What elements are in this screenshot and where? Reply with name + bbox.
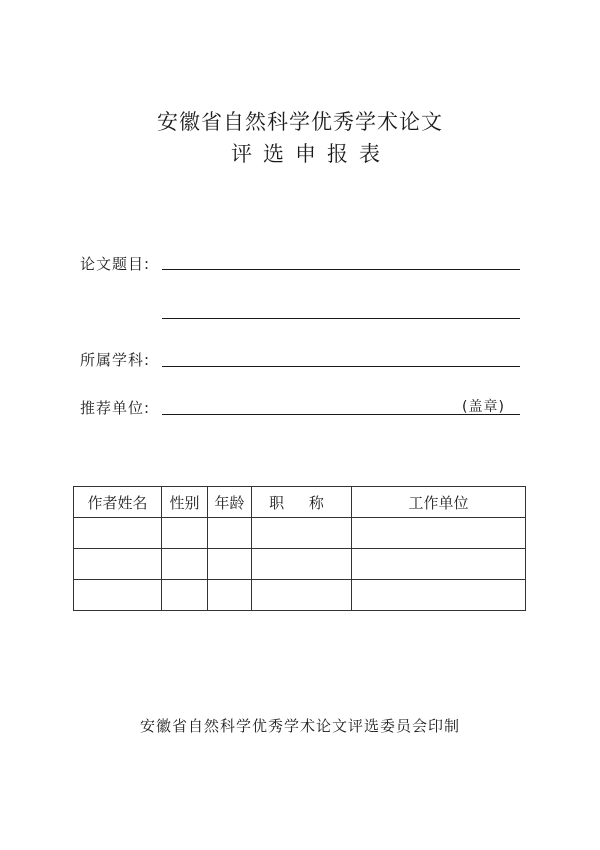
footer-publisher: 安徽省自然科学优秀学术论文评选委员会印制 [139, 717, 460, 735]
table-cell[interactable] [352, 549, 526, 580]
table-cell[interactable] [162, 549, 208, 580]
seal-note: (盖章) [462, 399, 505, 415]
recommender-label: 推荐单位: [80, 399, 151, 417]
table-cell[interactable] [252, 580, 352, 611]
table-cell[interactable] [208, 518, 252, 549]
table-cell[interactable] [162, 518, 208, 549]
table-cell[interactable] [252, 549, 352, 580]
authors-table [73, 486, 526, 611]
table-cell[interactable] [352, 580, 526, 611]
table-header-row [74, 487, 526, 518]
discipline-line[interactable] [162, 366, 520, 367]
header-title: 职 称 [252, 487, 352, 518]
table-cell[interactable] [74, 580, 162, 611]
table-row [74, 580, 526, 611]
table-row [74, 518, 526, 549]
form-title-line2: 评选申报表 [231, 142, 391, 166]
paper-title-line-2[interactable] [162, 318, 520, 319]
header-workplace: 工作单位 [352, 487, 526, 518]
form-title-line1: 安徽省自然科学优秀学术论文 [157, 110, 443, 134]
discipline-label: 所属学科: [80, 351, 151, 369]
table-cell[interactable] [74, 518, 162, 549]
table-cell[interactable] [352, 518, 526, 549]
table-cell[interactable] [252, 518, 352, 549]
table-cell[interactable] [162, 580, 208, 611]
header-author-name: 作者姓名 [74, 487, 162, 518]
table-cell[interactable] [74, 549, 162, 580]
paper-title-label: 论文题目: [80, 255, 151, 273]
header-gender: 性别 [162, 487, 208, 518]
header-age: 年龄 [208, 487, 252, 518]
table-cell[interactable] [208, 549, 252, 580]
table-cell[interactable] [208, 580, 252, 611]
table-row [74, 549, 526, 580]
paper-title-line-1[interactable] [162, 269, 520, 270]
